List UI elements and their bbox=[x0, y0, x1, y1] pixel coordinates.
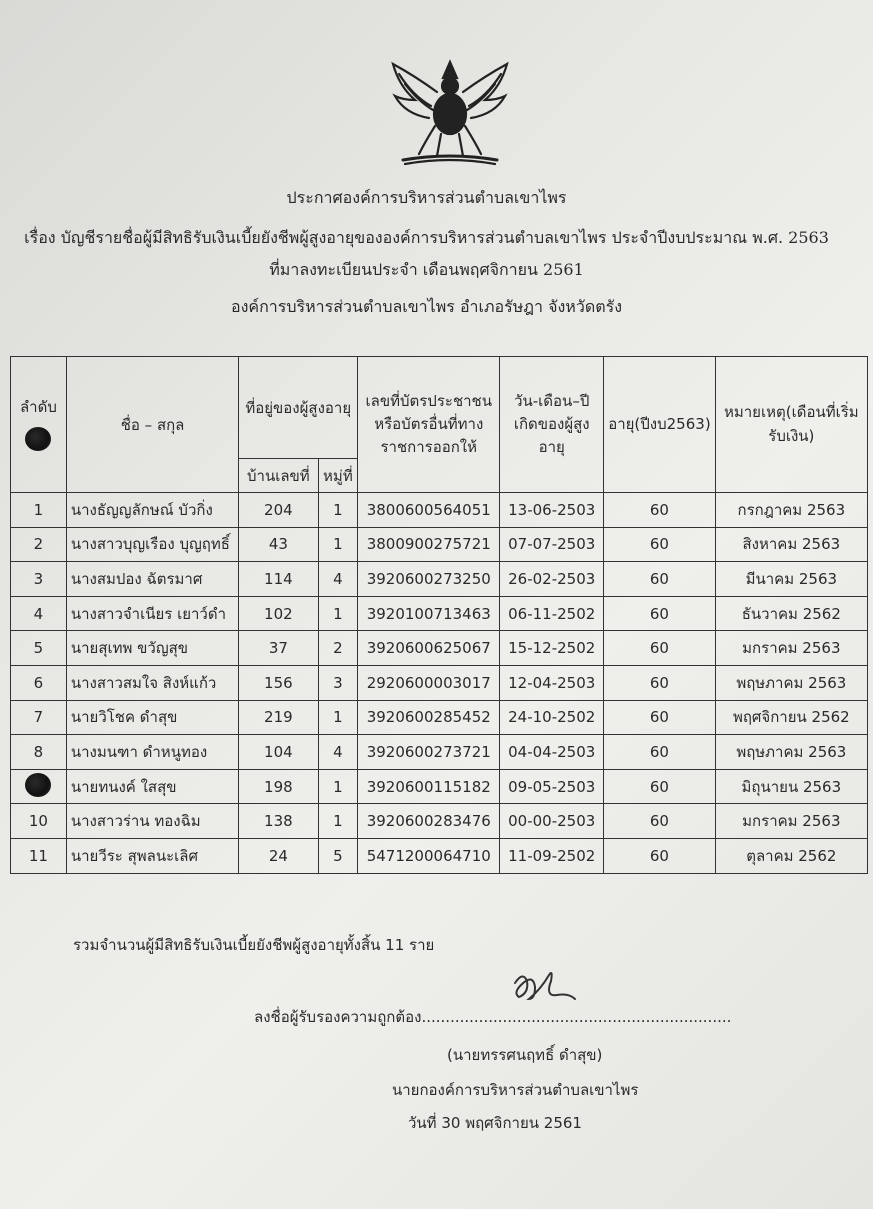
cell-dob: 09-05-2503 bbox=[500, 769, 604, 804]
cell-order: 7 bbox=[11, 700, 67, 735]
cell-moo: 1 bbox=[318, 804, 358, 839]
cell-id-card: 3920600283476 bbox=[358, 804, 500, 839]
registration-period: ที่มาลงทะเบียนประจำ เดือนพฤศจิกายน 2561 bbox=[269, 260, 584, 279]
cell-moo: 2 bbox=[318, 631, 358, 666]
cell-house-no: 219 bbox=[239, 700, 318, 735]
cell-age: 60 bbox=[604, 735, 715, 770]
cell-id-card: 3920600625067 bbox=[358, 631, 500, 666]
table-row bbox=[11, 804, 868, 839]
cell-house-no: 24 bbox=[239, 838, 318, 873]
cell-dob: 06-11-2502 bbox=[500, 596, 604, 631]
organization-location: องค์การบริหารส่วนตำบลเขาไพร อำเภอรัษฎา จังหวัดตรัง bbox=[230, 297, 623, 316]
table-row bbox=[11, 665, 868, 700]
cell-age: 60 bbox=[604, 527, 715, 562]
cell-name: นางสาวจำเนียร เยาว์ดำ bbox=[66, 596, 238, 631]
cell-remark: กรกฎาคม 2563 bbox=[715, 493, 867, 528]
cell-remark: พฤษภาคม 2563 bbox=[715, 665, 867, 700]
cell-age: 60 bbox=[604, 769, 715, 804]
cell-name: นายวิโชค ดำสุข bbox=[66, 700, 238, 735]
cell-id-card: 3800600564051 bbox=[358, 493, 500, 528]
cell-id-card: 3920600115182 bbox=[358, 769, 500, 804]
cell-name: นายสุเทพ ขวัญสุข bbox=[66, 631, 238, 666]
cell-name: นางสาวบุญเรือง บุญฤทธิ์ bbox=[66, 527, 238, 562]
cell-age: 60 bbox=[604, 838, 715, 873]
total-count: รวมจำนวนผู้มีสิทธิรับเงินเบี้ยยังชีพผู้สูงอายุทั้งสิ้น 11 ราย bbox=[73, 936, 435, 954]
cell-id-card: 3800900275721 bbox=[358, 527, 500, 562]
cell-remark: สิงหาคม 2563 bbox=[715, 527, 867, 562]
cell-age: 60 bbox=[604, 665, 715, 700]
cell-name: นางสาวร่าน ทองฉิม bbox=[66, 804, 238, 839]
cell-moo: 1 bbox=[318, 700, 358, 735]
cell-age: 60 bbox=[604, 804, 715, 839]
cell-dob: 12-04-2503 bbox=[500, 665, 604, 700]
cell-name: นางมนฑา ดำหนูทอง bbox=[66, 735, 238, 770]
cell-age: 60 bbox=[604, 562, 715, 597]
cell-dob: 26-02-2503 bbox=[500, 562, 604, 597]
ink-stain bbox=[25, 773, 51, 797]
cell-house-no: 114 bbox=[239, 562, 318, 597]
announcement-title: ประกาศองค์การบริหารส่วนตำบลเขาไพร bbox=[286, 188, 567, 207]
signer-position: นายกองค์การบริหารส่วนตำบลเขาไพร bbox=[392, 1081, 639, 1099]
cell-age: 60 bbox=[604, 493, 715, 528]
cell-dob: 04-04-2503 bbox=[500, 735, 604, 770]
cell-remark: มกราคม 2563 bbox=[715, 631, 867, 666]
cell-age: 60 bbox=[604, 631, 715, 666]
cell-remark: พฤษภาคม 2563 bbox=[715, 735, 867, 770]
cell-order: 11 bbox=[11, 838, 67, 873]
cell-order: 2 bbox=[11, 527, 67, 562]
cell-house-no: 138 bbox=[239, 804, 318, 839]
cell-moo: 1 bbox=[318, 596, 358, 631]
cell-dob: 07-07-2503 bbox=[500, 527, 604, 562]
col-header-order-label: ลำดับ bbox=[19, 397, 57, 416]
table-row bbox=[11, 838, 868, 873]
cell-name: นางสมปอง ฉัตรมาศ bbox=[66, 562, 238, 597]
cell-moo: 3 bbox=[318, 665, 358, 700]
cell-house-no: 198 bbox=[239, 769, 318, 804]
table-row bbox=[11, 596, 868, 631]
cell-remark: มีนาคม 2563 bbox=[715, 562, 867, 597]
table-row bbox=[11, 735, 868, 770]
cell-dob: 15-12-2502 bbox=[500, 631, 604, 666]
signature-line: ลงชื่อผู้รับรองความถูกต้อง................................................................. bbox=[254, 1008, 732, 1026]
announcement-subject: เรื่อง บัญชีรายชื่อผู้มีสิทธิรับเงินเบี้ยยังชีพผู้สูงอายุขององค์การบริหารส่วนตำบลเขาไพร ประจำปีงบประมาณ พ.ศ. 2563 bbox=[24, 228, 829, 247]
cell-id-card: 3920600273250 bbox=[358, 562, 500, 597]
cell-name: นางสาวสมใจ สิงห์แก้ว bbox=[66, 665, 238, 700]
signer-name: (นายทรรศนฤทธิ์ ดำสุข) bbox=[447, 1046, 603, 1064]
col-header-house-no: บ้านเลขที่ bbox=[239, 459, 318, 493]
cell-id-card: 5471200064710 bbox=[358, 838, 500, 873]
cell-moo: 1 bbox=[318, 493, 358, 528]
cell-house-no: 102 bbox=[239, 596, 318, 631]
cell-id-card: 3920100713463 bbox=[358, 596, 500, 631]
table-row bbox=[11, 769, 868, 804]
cell-remark: มกราคม 2563 bbox=[715, 804, 867, 839]
col-header-remark: หมายเหตุ(เดือนที่เริ่มรับเงิน) bbox=[715, 357, 867, 493]
cell-name: นายทนงค์ ใสสุข bbox=[66, 769, 238, 804]
ink-stain bbox=[25, 427, 51, 451]
cell-dob: 11-09-2502 bbox=[500, 838, 604, 873]
cell-age: 60 bbox=[604, 700, 715, 735]
cell-name: นางธัญญลักษณ์ บัวกิ่ง bbox=[66, 493, 238, 528]
cell-house-no: 43 bbox=[239, 527, 318, 562]
table-row bbox=[11, 493, 868, 528]
cell-order: 5 bbox=[11, 631, 67, 666]
cell-remark: ธันวาคม 2562 bbox=[715, 596, 867, 631]
col-header-order bbox=[11, 357, 67, 493]
table-row bbox=[11, 631, 868, 666]
cell-house-no: 104 bbox=[239, 735, 318, 770]
cell-remark: พฤศจิกายน 2562 bbox=[715, 700, 867, 735]
cell-order: 10 bbox=[11, 804, 67, 839]
cell-moo: 5 bbox=[318, 838, 358, 873]
cell-dob: 13-06-2503 bbox=[500, 493, 604, 528]
cell-remark: ตุลาคม 2562 bbox=[715, 838, 867, 873]
cell-order: 4 bbox=[11, 596, 67, 631]
cell-house-no: 37 bbox=[239, 631, 318, 666]
cell-moo: 1 bbox=[318, 769, 358, 804]
cell-house-no: 156 bbox=[239, 665, 318, 700]
cell-id-card: 2920600003017 bbox=[358, 665, 500, 700]
col-header-id-card: เลขที่บัตรประชาชนหรือบัตรอื่นที่ทางราชการออกให้ bbox=[358, 357, 500, 493]
cell-dob: 00-00-2503 bbox=[500, 804, 604, 839]
cell-id-card: 3920600273721 bbox=[358, 735, 500, 770]
cell-id-card: 3920600285452 bbox=[358, 700, 500, 735]
col-header-moo: หมู่ที่ bbox=[318, 459, 358, 493]
col-header-age: อายุ(ปีงบ2563) bbox=[604, 357, 715, 493]
cell-house-no: 204 bbox=[239, 493, 318, 528]
cell-dob: 24-10-2502 bbox=[500, 700, 604, 735]
table-row bbox=[11, 700, 868, 735]
cell-name: นายวีระ สุพลนะเลิศ bbox=[66, 838, 238, 873]
col-header-address: ที่อยู่ของผู้สูงอายุ bbox=[239, 357, 358, 459]
cell-moo: 1 bbox=[318, 527, 358, 562]
table-row bbox=[11, 527, 868, 562]
cell-order: 6 bbox=[11, 665, 67, 700]
elderly-allowance-table bbox=[10, 356, 868, 874]
cell-order: 3 bbox=[11, 562, 67, 597]
table-row bbox=[11, 562, 868, 597]
cell-order: 8 bbox=[11, 735, 67, 770]
sign-date: วันที่ 30 พฤศจิกายน 2561 bbox=[408, 1114, 582, 1132]
cell-order: 1 bbox=[11, 493, 67, 528]
cell-remark: มิถุนายน 2563 bbox=[715, 769, 867, 804]
cell-age: 60 bbox=[604, 596, 715, 631]
garuda-emblem-icon bbox=[385, 56, 515, 168]
cell-moo: 4 bbox=[318, 735, 358, 770]
cell-moo: 4 bbox=[318, 562, 358, 597]
cell-order bbox=[11, 769, 67, 804]
col-header-name: ชื่อ – สกุล bbox=[66, 357, 238, 493]
col-header-dob: วัน-เดือน–ปีเกิดของผู้สูงอายุ bbox=[500, 357, 604, 493]
